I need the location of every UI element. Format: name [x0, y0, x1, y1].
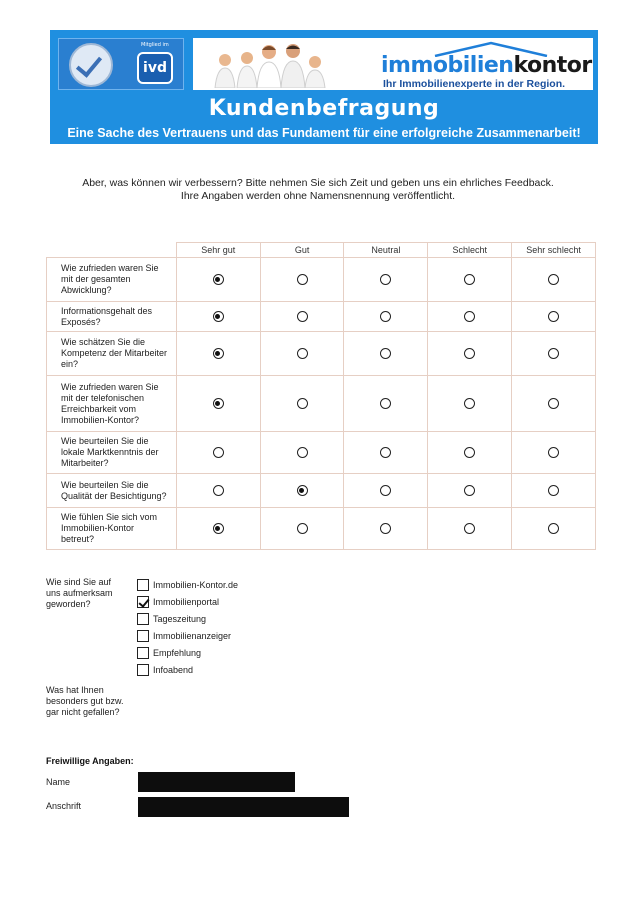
rating-radio[interactable]	[380, 348, 391, 359]
source-question: Wie sind Sie auf uns aufmerksam geworden?	[46, 577, 113, 609]
rating-radio[interactable]	[380, 485, 391, 496]
rating-radio[interactable]	[213, 311, 224, 322]
checkbox-label: Empfehlung	[153, 647, 202, 658]
option-cell	[176, 508, 260, 550]
option-cell	[512, 302, 596, 332]
rating-radio[interactable]	[464, 311, 475, 322]
header-blank-cell	[47, 243, 177, 258]
option-cell	[428, 474, 512, 508]
source-checklist	[137, 576, 238, 678]
table-row	[47, 432, 596, 474]
option-cell	[428, 376, 512, 432]
rating-header-row	[47, 243, 596, 258]
intro-line-2: Ihre Angaben werden ohne Namensnennung veröffentlicht.	[180, 190, 456, 202]
option-cell	[260, 302, 344, 332]
option-cell	[260, 376, 344, 432]
rating-rows	[47, 258, 596, 550]
rating-radio[interactable]	[213, 398, 224, 409]
source-checkbox[interactable]	[137, 596, 149, 608]
option-cell	[260, 474, 344, 508]
feedback-question: Was hat Ihnen besonders gut bzw. gar nicht gefallen?	[46, 685, 124, 717]
option-cell	[428, 508, 512, 550]
column-header: Neutral	[344, 243, 428, 258]
question-cell: Wie fühlen Sie sich vom Immobilien-Kontor betreut?	[47, 508, 177, 550]
question-cell: Wie zufrieden waren Sie mit der telefonischen Erreichbarkeit vom Immobilien-Kontor?	[47, 376, 177, 432]
rating-radio[interactable]	[464, 485, 475, 496]
rating-radio[interactable]	[213, 274, 224, 285]
column-header: Gut	[260, 243, 344, 258]
option-cell	[512, 474, 596, 508]
list-item[interactable]	[137, 661, 238, 678]
option-cell	[260, 508, 344, 550]
option-cell	[176, 432, 260, 474]
source-checkbox[interactable]	[137, 630, 149, 642]
list-item[interactable]	[137, 610, 238, 627]
table-row	[47, 332, 596, 376]
question-cell: Wie zufrieden waren Sie mit der gesamten Abwicklung?	[47, 258, 177, 302]
option-cell	[344, 432, 428, 474]
option-cell	[428, 258, 512, 302]
address-label: Anschrift	[46, 801, 82, 811]
question-cell: Wie beurteilen Sie die lokale Marktkenntnis der Mitarbeiter?	[47, 432, 177, 474]
question-cell: Wie beurteilen Sie die Qualität der Besichtigung?	[47, 474, 177, 508]
table-row	[47, 302, 596, 332]
rating-radio[interactable]	[297, 523, 308, 534]
checkbox-label: Immobilienportal	[153, 596, 220, 607]
rating-radio[interactable]	[297, 274, 308, 285]
option-cell	[428, 332, 512, 376]
rating-radio[interactable]	[464, 274, 475, 285]
certification-seal-icon	[69, 43, 113, 87]
rating-radio[interactable]	[213, 485, 224, 496]
option-cell	[176, 258, 260, 302]
member-label: Mitglied im	[141, 42, 169, 48]
intro-text	[40, 177, 596, 203]
intro-line-1: Aber, was können wir verbessern? Bitte nehmen Sie sich Zeit und geben uns ein ehrliches Feedback.	[82, 177, 554, 189]
option-cell	[344, 258, 428, 302]
rating-radio[interactable]	[464, 398, 475, 409]
table-row	[47, 508, 596, 550]
option-cell	[260, 258, 344, 302]
option-cell	[428, 302, 512, 332]
page-subtitle: Eine Sache des Vertrauens und das Fundament für eine erfolgreiche Zusammenarbeit!	[67, 126, 581, 140]
header-banner	[50, 30, 598, 144]
rating-table	[46, 242, 596, 550]
option-cell	[344, 302, 428, 332]
option-cell	[344, 376, 428, 432]
brand-panel	[193, 38, 593, 90]
family-photo-icon	[207, 40, 331, 88]
column-header: Sehr schlecht	[512, 243, 596, 258]
option-cell	[512, 432, 596, 474]
rating-radio[interactable]	[297, 485, 308, 496]
rating-radio[interactable]	[548, 311, 559, 322]
rating-radio[interactable]	[380, 447, 391, 458]
table-row	[47, 474, 596, 508]
rating-radio[interactable]	[464, 523, 475, 534]
rating-radio[interactable]	[464, 447, 475, 458]
brand-name	[381, 53, 592, 78]
rating-radio[interactable]	[464, 348, 475, 359]
brand-name-part2: kontor	[513, 53, 592, 78]
rating-radio[interactable]	[548, 523, 559, 534]
option-cell	[344, 474, 428, 508]
ivd-logo: ivd	[137, 52, 173, 84]
name-redaction	[138, 772, 295, 792]
checkbox-label: Infoabend	[153, 664, 194, 675]
rating-radio[interactable]	[548, 447, 559, 458]
address-redaction	[138, 797, 349, 817]
list-item[interactable]	[137, 644, 238, 661]
table-row	[47, 376, 596, 432]
list-item[interactable]	[137, 627, 238, 644]
rating-radio[interactable]	[380, 523, 391, 534]
rating-radio[interactable]	[213, 348, 224, 359]
rating-radio[interactable]	[548, 274, 559, 285]
rating-radio[interactable]	[297, 311, 308, 322]
option-cell	[176, 376, 260, 432]
rating-radio[interactable]	[213, 447, 224, 458]
rating-radio[interactable]	[297, 447, 308, 458]
option-cell	[176, 332, 260, 376]
checkbox-label: Immobilien-Kontor.de	[153, 579, 239, 590]
option-cell	[260, 332, 344, 376]
list-item[interactable]	[137, 593, 238, 610]
option-cell	[512, 332, 596, 376]
column-header: Sehr gut	[176, 243, 260, 258]
rating-radio[interactable]	[380, 311, 391, 322]
table-row	[47, 258, 596, 302]
option-cell	[512, 376, 596, 432]
list-item[interactable]	[137, 576, 238, 593]
question-cell: Wie schätzen Sie die Kompetenz der Mitarbeiter ein?	[47, 332, 177, 376]
name-label: Name	[46, 777, 71, 787]
option-cell	[176, 302, 260, 332]
option-cell	[512, 508, 596, 550]
checkbox-label: Tageszeitung	[153, 613, 207, 624]
option-cell	[344, 332, 428, 376]
badges-box	[58, 38, 184, 90]
rating-radio[interactable]	[380, 274, 391, 285]
option-cell	[428, 432, 512, 474]
option-cell	[176, 474, 260, 508]
question-cell: Informationsgehalt des Exposés?	[47, 302, 177, 332]
source-checkbox[interactable]	[137, 579, 149, 591]
optional-heading: Freiwillige Angaben:	[46, 756, 134, 766]
rating-radio[interactable]	[297, 348, 308, 359]
page-title: Kundenbefragung	[208, 96, 440, 121]
source-checkbox[interactable]	[137, 664, 149, 676]
rating-radio[interactable]	[548, 485, 559, 496]
rating-radio[interactable]	[548, 398, 559, 409]
rating-radio[interactable]	[548, 348, 559, 359]
source-checkbox[interactable]	[137, 647, 149, 659]
source-checkbox[interactable]	[137, 613, 149, 625]
checkbox-label: Immobilienanzeiger	[153, 630, 232, 641]
option-cell	[260, 432, 344, 474]
option-cell	[512, 258, 596, 302]
rating-radio[interactable]	[297, 398, 308, 409]
brand-tagline: Ihr Immobilienexperte in der Region.	[383, 78, 566, 90]
rating-radio[interactable]	[213, 523, 224, 534]
rating-radio[interactable]	[380, 398, 391, 409]
column-header: Schlecht	[428, 243, 512, 258]
option-cell	[344, 508, 428, 550]
brand-name-part1: immobilien	[381, 53, 514, 78]
